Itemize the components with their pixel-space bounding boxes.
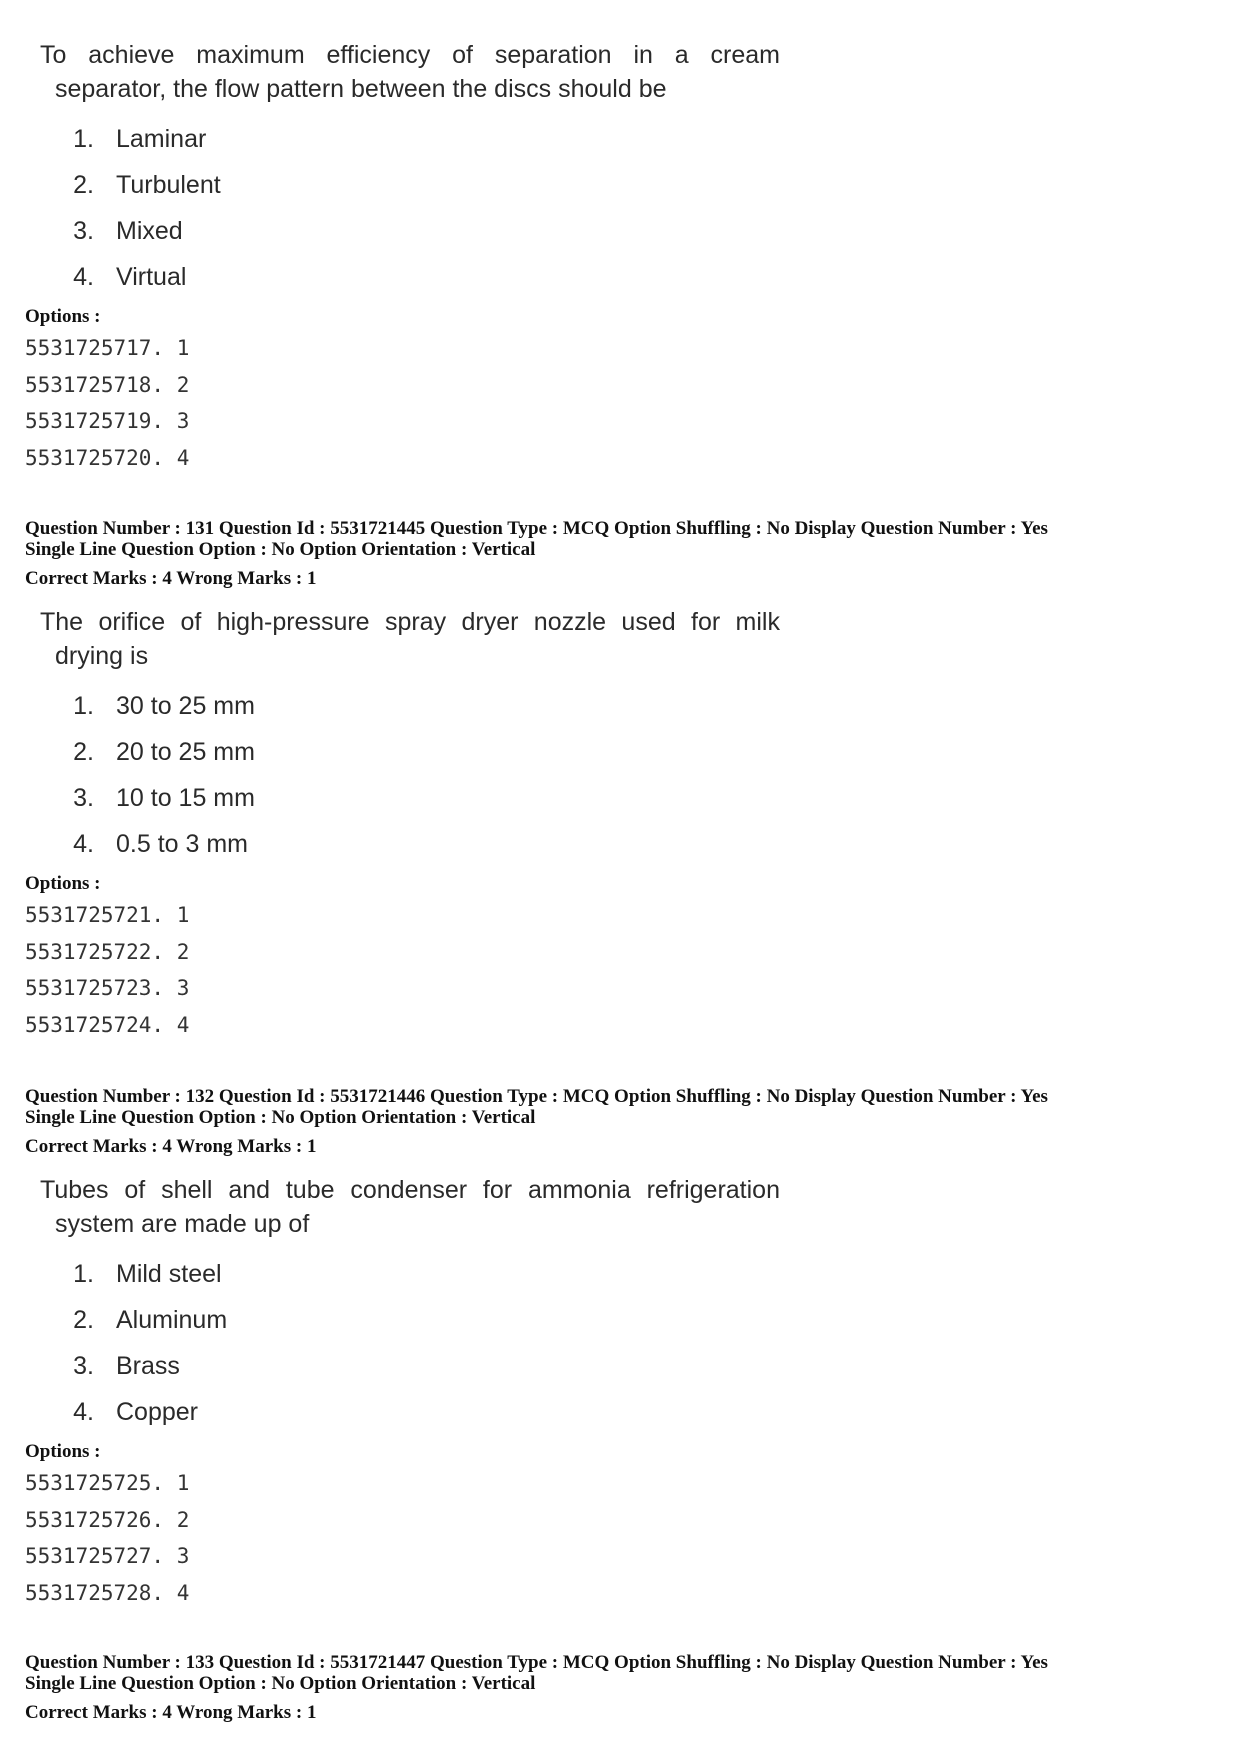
choice-text: Virtual — [116, 263, 187, 291]
option-id: 5531725718. 2 — [25, 372, 190, 397]
question-meta-line2: Single Line Question Option : No Option Orientation : Vertical — [25, 539, 536, 560]
choice-item — [40, 775, 780, 821]
option-id: 5531725727. 3 — [25, 1544, 190, 1568]
choice-number: 1. — [73, 125, 94, 153]
choice-item — [40, 1389, 780, 1435]
choice-item — [40, 1251, 780, 1297]
question-130-choices — [40, 116, 780, 300]
choice-item — [40, 254, 780, 300]
choice-text: 0.5 to 3 mm — [116, 830, 248, 858]
question-marks: Correct Marks : 4 Wrong Marks : 1 — [25, 1702, 317, 1723]
option-id: 5531725724. 4 — [25, 1012, 190, 1037]
question-meta-line2: Single Line Question Option : No Option Orientation : Vertical — [25, 1673, 536, 1694]
question-130-image — [40, 38, 780, 300]
options-label: Options : — [25, 1441, 101, 1462]
choice-number: 3. — [73, 784, 94, 812]
choice-item — [40, 1297, 780, 1343]
choice-number: 3. — [73, 1352, 94, 1380]
choice-text: 10 to 15 mm — [116, 784, 255, 812]
choice-item — [40, 208, 780, 254]
choice-number: 2. — [73, 1306, 94, 1334]
question-132-meta — [25, 1086, 1225, 1157]
choice-item — [40, 683, 780, 729]
choice-text: Mild steel — [116, 1260, 222, 1288]
choice-number: 1. — [73, 1260, 94, 1288]
choice-number: 4. — [73, 1398, 94, 1426]
choice-item — [40, 116, 780, 162]
choice-item — [40, 162, 780, 208]
question-131-text-line1: The orifice of high-pressure spray dryer nozzle used for milk — [40, 608, 780, 636]
choice-item — [40, 821, 780, 867]
question-130-text-line1: To achieve maximum efficiency of separation in a cream — [40, 41, 780, 69]
question-132-options — [25, 1465, 189, 1611]
option-id: 5531725722. 2 — [25, 939, 190, 964]
question-131-text-line2: drying is — [55, 642, 149, 670]
question-meta-line2: Single Line Question Option : No Option Orientation : Vertical — [25, 1107, 536, 1128]
question-133-meta — [25, 1652, 1225, 1723]
option-id: 5531725720. 4 — [25, 445, 190, 470]
option-id: 5531725721. 1 — [25, 903, 190, 927]
options-label: Options : — [25, 873, 101, 894]
question-marks: Correct Marks : 4 Wrong Marks : 1 — [25, 568, 317, 589]
question-131-options — [25, 897, 189, 1043]
question-meta-line1: Question Number : 133 Question Id : 5531721447 Question Type : MCQ Option Shuffling : No Display Question Number : Yes — [25, 1652, 1048, 1673]
option-id: 5531725717. 1 — [25, 336, 190, 360]
question-132-text — [40, 1173, 780, 1241]
question-marks: Correct Marks : 4 Wrong Marks : 1 — [25, 1136, 317, 1157]
question-131-meta — [25, 518, 1225, 589]
options-label: Options : — [25, 306, 101, 327]
choice-text: Laminar — [116, 125, 207, 153]
choice-text: Brass — [116, 1352, 180, 1380]
question-132-text-line1: Tubes of shell and tube condenser for ammonia refrigeration — [40, 1176, 780, 1204]
option-id: 5531725723. 3 — [25, 976, 190, 1000]
choice-item — [40, 729, 780, 775]
question-130-options — [25, 330, 189, 476]
choice-number: 4. — [73, 263, 94, 291]
option-id: 5531725725. 1 — [25, 1471, 190, 1495]
choice-text: Copper — [116, 1398, 198, 1426]
question-131-image — [40, 605, 780, 867]
choice-number: 4. — [73, 830, 94, 858]
question-130-text — [40, 38, 780, 106]
option-id: 5531725728. 4 — [25, 1580, 190, 1605]
option-id: 5531725726. 2 — [25, 1507, 190, 1532]
choice-item — [40, 1343, 780, 1389]
choice-text: 20 to 25 mm — [116, 738, 255, 766]
choice-number: 2. — [73, 738, 94, 766]
question-131-choices — [40, 683, 780, 867]
question-meta-line1: Question Number : 131 Question Id : 5531721445 Question Type : MCQ Option Shuffling : No Display Question Number : Yes — [25, 518, 1048, 539]
choice-text: Turbulent — [116, 171, 221, 199]
question-132-image — [40, 1173, 780, 1435]
question-130-text-line2: separator, the flow pattern between the discs should be — [55, 75, 667, 103]
question-131-text — [40, 605, 780, 673]
choice-text: Aluminum — [116, 1306, 228, 1334]
choice-number: 3. — [73, 217, 94, 245]
option-id: 5531725719. 3 — [25, 409, 190, 433]
question-132-choices — [40, 1251, 780, 1435]
question-132-text-line2: system are made up of — [55, 1210, 310, 1238]
question-meta-line1: Question Number : 132 Question Id : 5531721446 Question Type : MCQ Option Shuffling : No Display Question Number : Yes — [25, 1086, 1048, 1107]
choice-number: 1. — [73, 692, 94, 720]
choice-text: Mixed — [116, 217, 183, 245]
choice-number: 2. — [73, 171, 94, 199]
choice-text: 30 to 25 mm — [116, 692, 255, 720]
